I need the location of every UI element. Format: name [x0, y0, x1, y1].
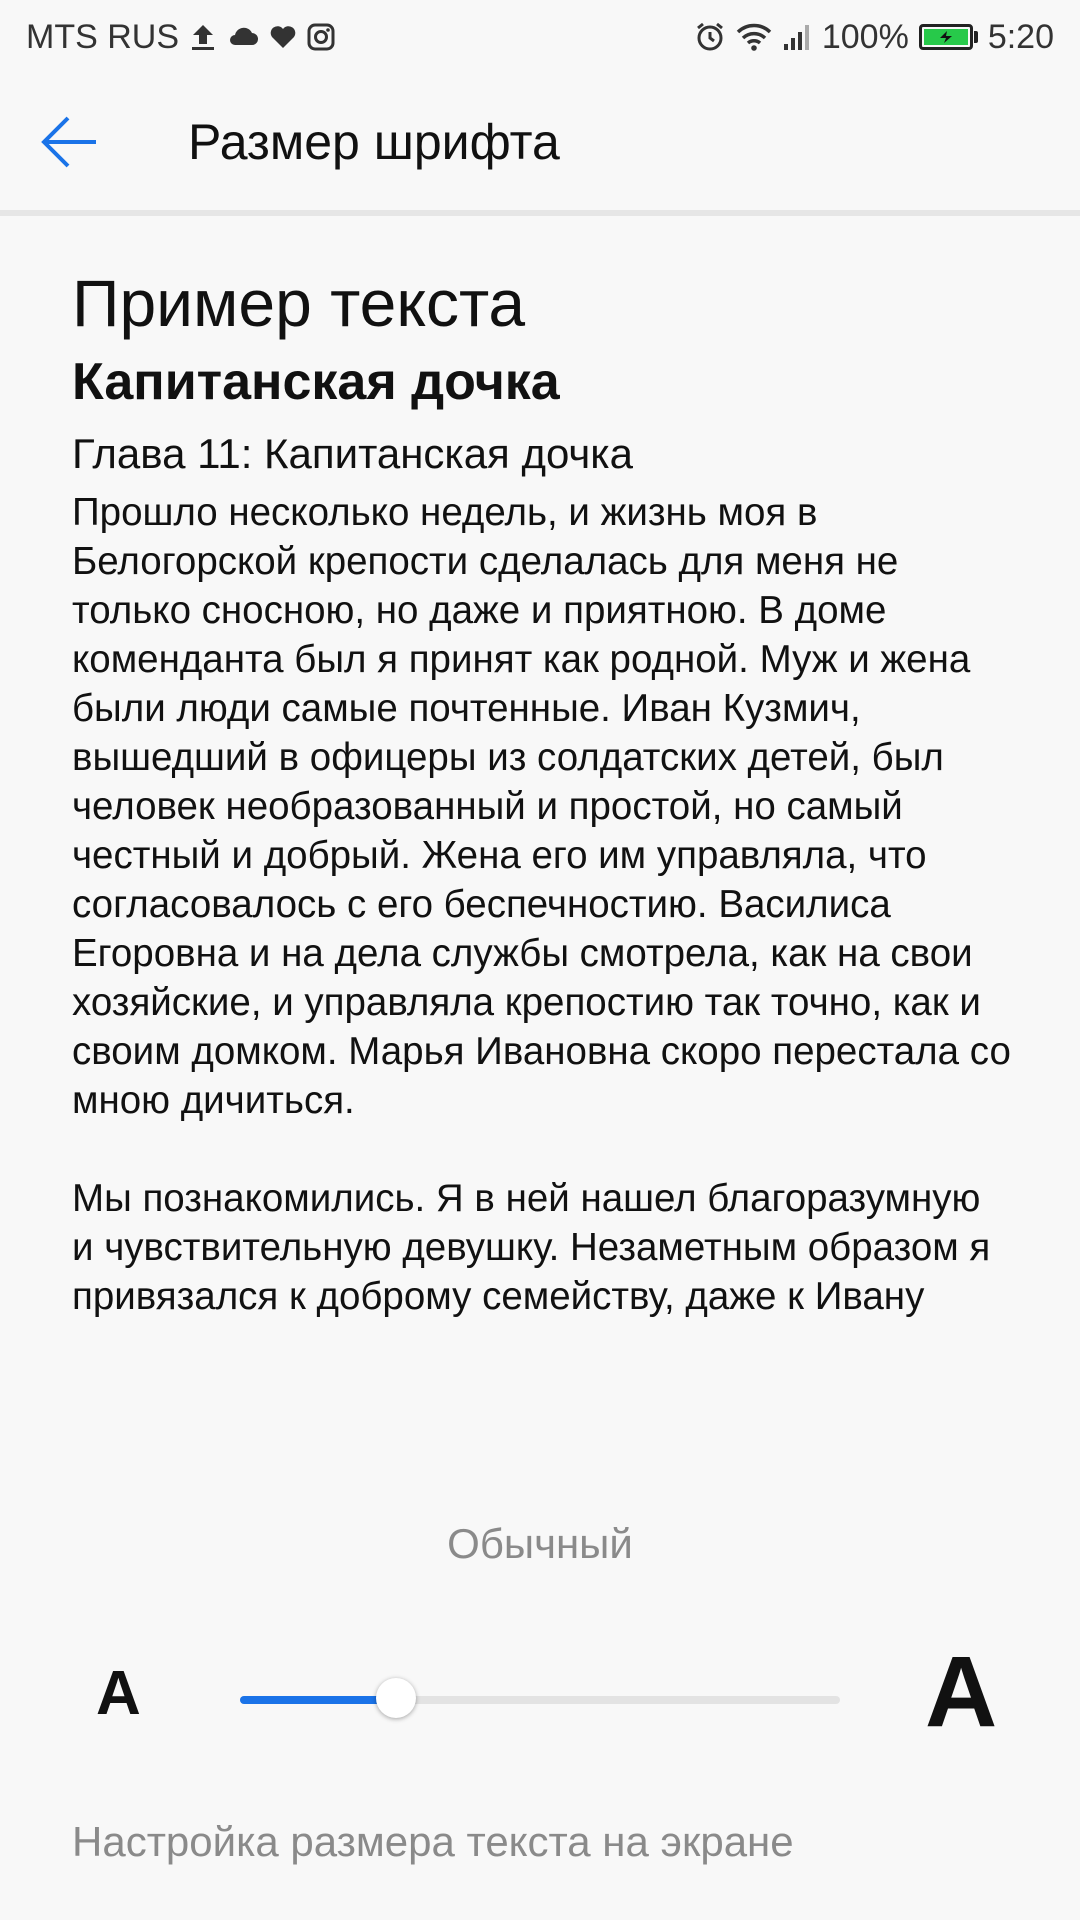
slider-thumb[interactable]	[376, 1678, 416, 1718]
wifi-icon	[736, 22, 772, 52]
carrier-name: MTS RUS	[26, 17, 179, 56]
preview-paragraph: Прошло несколько недель, и жизнь моя в Белогорской крепости сделалась для меня не только сносною, но даже и приятною. В доме коменданта был я принят как родной. Муж и жена были люди самые почтенные. Иван Кузмич, вышедший в офицеры из солдатских детей, был человек необразованный и простой, но самый честный и добрый. Жена его им управляла, что согласовалось с его беспечностию. Василиса Егоровна и на дела службы смотрела, как на свои хозяйские, и управляла крепостию так точно, как и своим домком. Марья Ивановна скоро перестала со мною дичиться.	[72, 490, 1011, 1122]
back-button[interactable]	[40, 92, 160, 192]
preview-title: Пример текста	[72, 268, 526, 340]
signal-icon	[782, 22, 812, 52]
slider-active-track	[240, 1696, 396, 1704]
small-text-icon: A	[96, 1659, 141, 1728]
cloud-icon	[227, 25, 259, 49]
status-bar	[0, 0, 1080, 74]
heart-icon	[269, 24, 297, 50]
alarm-icon	[694, 21, 726, 53]
clock: 5:20	[987, 17, 1054, 56]
battery-icon	[919, 24, 978, 50]
instagram-icon	[307, 23, 335, 51]
status-bar-right	[694, 18, 1054, 57]
large-text-icon: A	[925, 1636, 998, 1748]
preview-heading: Капитанская дочка	[72, 353, 560, 412]
app-bar	[0, 74, 1080, 210]
font-size-slider[interactable]	[240, 1685, 840, 1715]
battery-percent: 100%	[821, 17, 909, 56]
font-size-control	[0, 1636, 1080, 1750]
preview-subheading: Глава 11: Капитанская дочка	[72, 429, 633, 477]
arrow-left-icon	[40, 114, 100, 170]
preview-paragraph: Мы познакомились. Я в ней нашел благоразумную и чувствительную девушку. Незаметным образом я привязался к доброму семейству, даже к Ивану	[72, 1176, 991, 1318]
page-title: Размер шрифта	[188, 114, 560, 170]
font-size-hint: Настройка размера текста на экране	[72, 1818, 794, 1865]
status-bar-left	[26, 18, 335, 57]
text-preview	[72, 268, 1012, 1426]
app-bar-divider	[0, 210, 1080, 216]
upload-icon	[189, 22, 217, 52]
current-size-label: Обычный	[447, 1520, 633, 1567]
